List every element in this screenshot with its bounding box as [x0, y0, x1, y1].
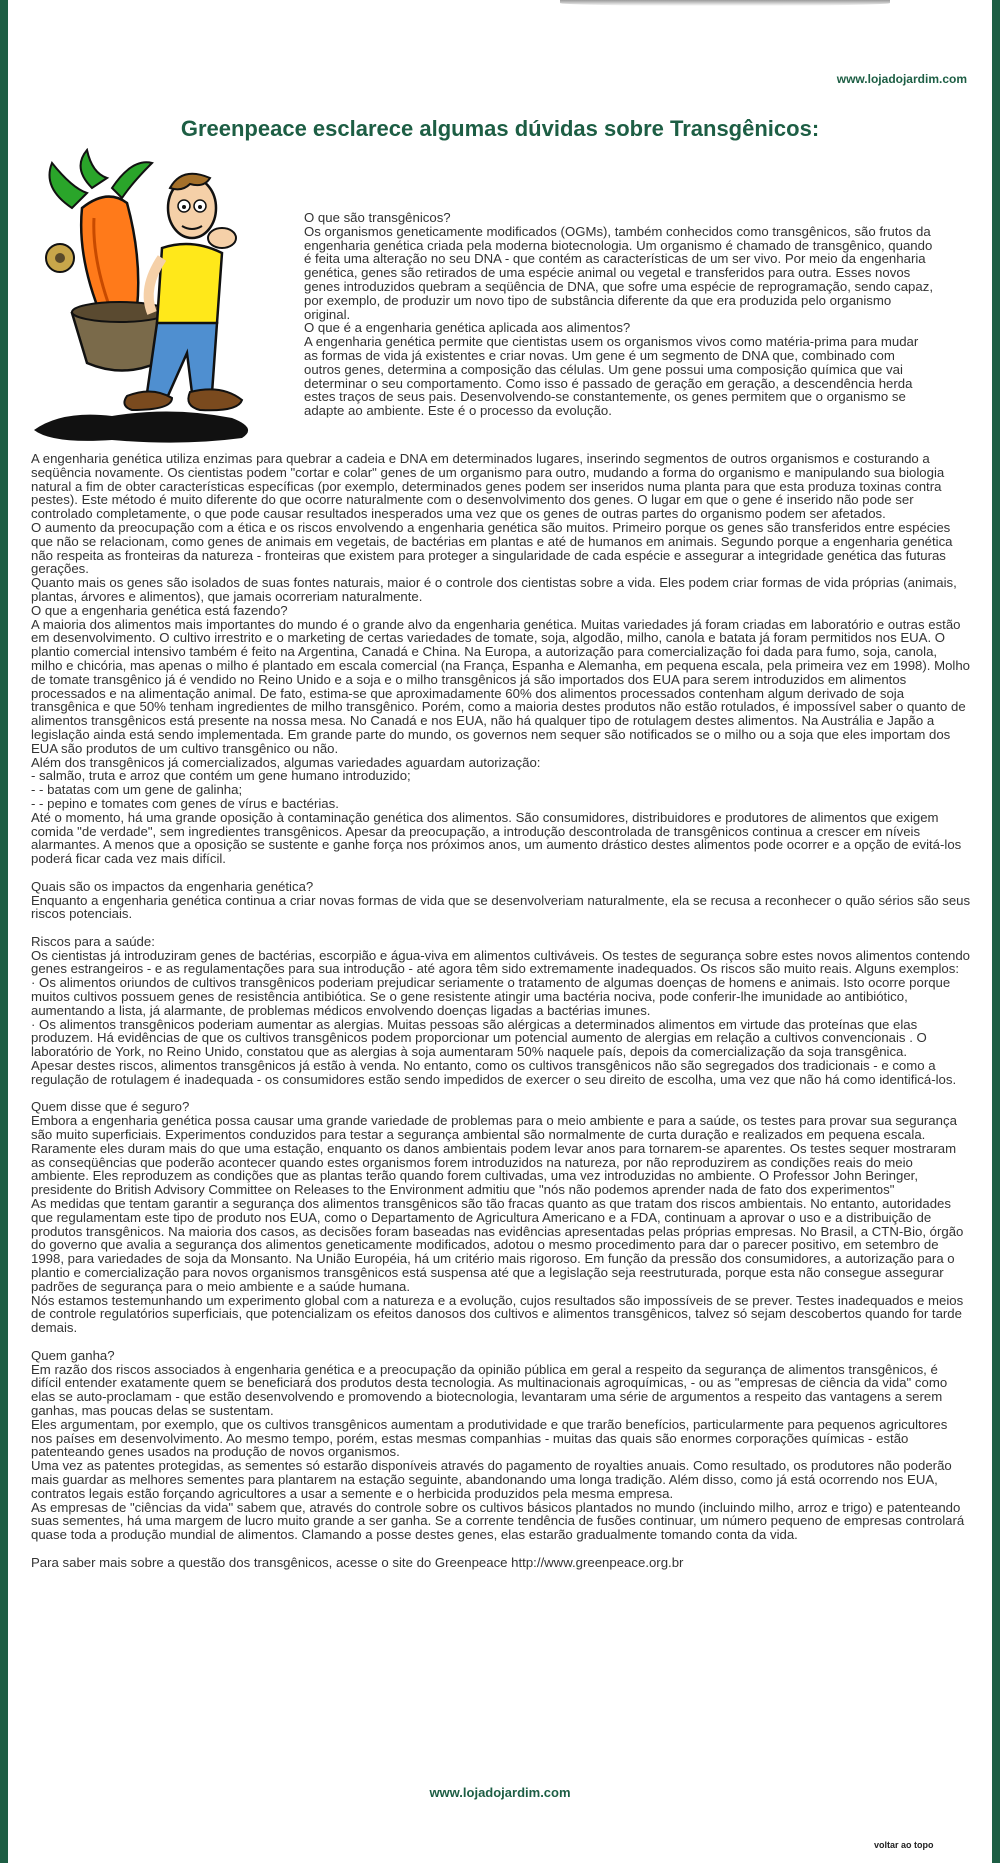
page-title: Greenpeace esclarece algumas dúvidas sobre Transgênicos:: [180, 116, 820, 141]
spacer: [31, 1542, 971, 1556]
body-paragraph: · Os alimentos transgênicos poderiam aumentar as alergias. Muitas pessoas são alérgicas a determinados alimentos em virtude das proteínas que elas produzem. Há evidências de que os cultivos transgênicos podem proporcionar um potencial aumento de alergias em relação a cultivos convencionais . O laboratório de York, no Reino Unido, constatou que as alergias à soja aumentaram 50% naquele país, depois da comercialização da soja transgênica.: [31, 1016, 927, 1060]
body-paragraph: Além dos transgênicos já comercializados, algumas variedades aguardam autorização:: [31, 754, 541, 770]
site-link-bottom[interactable]: www.lojadojardim.com: [429, 1785, 571, 1800]
list-item: - salmão, truta e arroz que contém um gene humano introduzido;: [31, 768, 411, 784]
spacer: [31, 866, 971, 880]
body-paragraph: Eles argumentam, por exemplo, que os cultivos transgênicos aumentam a produtividade e que trarão benefícios, particularmente para pequenos agricultores nos países em desenvolvimento. Ao mesmo tempo, porém, estas mesmas companhias - muitas das quais são enormes corporações químicas - estão patenteando genes usados na produção de novos organismos.: [31, 1416, 948, 1460]
body-paragraph: O aumento da preocupação com a ética e os riscos envolvendo a engenharia genética são muitos. Primeiro porque os genes são transferidos entre espécies que não se relacionam, como genes de animais em vegetais, de bactérias em plantas e até de humanos em animais. Segundo porque a engenharia genética não respeita as fronteiras da natureza - fronteiras que existem para proteger a singularidade de cada espécie e assegurar a integridade genética das futuras gerações.: [31, 519, 953, 577]
body-paragraph: Quanto mais os genes são isolados de suas fontes naturais, maior é o controle dos cientistas sobre a vida. Eles podem criar formas de vida próprias (animais, plantas, árvores e alimentos), que jamais ocorreriam naturalmente.: [31, 575, 957, 604]
list-item: - - pepino e tomates com genes de vírus e bactérias.: [31, 795, 339, 811]
body-paragraph: Até o momento, há uma grande oposição à contaminação genética dos alimentos. São consumidores, distribuidores e produtores de alimentos que exigem comida "de verdade", sem ingredientes transgênicos. Apesar da preocupação, a introdução descontrolada de transgênicos continua a crescer em níveis alarmantes. A menos que a oposição se sustente e ganhe força nos próximos anos, um aumento drástico destes alimentos pode ocorrer e a opção de evitá-los poderá ficar cada vez mais difícil.: [31, 809, 962, 867]
body-paragraph: · Os alimentos oriundos de cultivos transgênicos poderiam prejudicar seriamente o tratamento de algumas doenças de homens e animais. Isto ocorre porque muitos cultivos possuem genes de resistência antibiótica. Se o gene resistente atingir uma bactéria nociva, pode conferir-lhe imunidade ao antibiótico, aumentando a lista, já alarmante, de problemas médicos envolvendo doenças ligadas a bactérias imunes.: [31, 975, 951, 1018]
body-paragraph: Embora a engenharia genética possa causar uma grande variedade de problemas para o meio ambiente e para a saúde, os testes para provar sua segurança são muito superficiais. Experimentos conduzidos para testar a segurança ambiental são normalmente de curta duração e realizados em pequena escala. Raramente eles duram mais do que uma estação, enquanto os danos ambientais podem levar anos para tornarem-se aparentes. Os testes sequer mostraram as conseqüências que poderão acontecer quando estes organismos forem introduzidos na natureza, por não reproduzirem as condições reais do meio ambiente. Eles reproduzem as condições que as plantas terão quando forem cultivadas, uma vez introduzidas no ambiente. O Professor John Beringer, presidente do British Advisory Committee on Releases to the Environment admitiu que "nós não podemos aprender nada de fato dos experimentos": [31, 1113, 957, 1198]
body-paragraph: Nós estamos testemunhando um experimento global com a natureza e a evolução, cujos resultados são impossíveis de se prever. Testes inadequados e meios de controle regulatórios superficiais, que potencializam os efeitos danosos dos cultivos e alimentos transgênicos, talvez só sejam descobertos quando for tarde demais.: [31, 1292, 964, 1336]
article-body: [31, 452, 971, 1570]
section-heading: Quem disse que é seguro?: [31, 1099, 190, 1115]
list-item: - - batatas com um gene de galinha;: [31, 782, 243, 798]
spacer: [31, 1087, 971, 1101]
cartoon-man-holding-potted-plant-icon: [32, 148, 264, 446]
intro-paragraph: A engenharia genética permite que cientistas usem os organismos vivos como matéria-prima para mudar as formas de vida já existentes e criar novas. Um gene é um segmento de DNA que, combinado com outros genes, determina a composição das células. Um gene possui uma composição química que vai determinar o seu comportamento. Como isso é passado de geração em geração, a descendência herda estes traços de seus pais. Desenvolvendo-se constantemente, os genes permitem que o organismo se adapte ao ambiente. Este é o processo da evolução.: [304, 334, 919, 419]
section-heading: O que a engenharia genética está fazendo?: [31, 602, 288, 618]
intro-text: [304, 211, 934, 418]
section-heading: Quais são os impactos da engenharia genética?: [31, 878, 314, 894]
spacer: [31, 921, 971, 935]
top-shadow: [560, 0, 890, 6]
body-paragraph: A maioria dos alimentos mais importantes do mundo é o grande alvo da engenharia genética. Muitas variedades já foram criadas em laboratório e outras estão em desenvolvimento. O cultivo irrestrito e o marketing de certas variedades de tomate, soja, algodão, milho, canola e batata já foram permitidos nos EUA. O plantio comercial intensivo também é feito na Argentina, Canadá e China. Na Europa, a autorização para comercialização foi dada para fumo, soja, canola, milho e chicória, mas apenas o milho é plantado em escala comercial (na França, Espanha e Alemanha, em pequena escala, pela primeira vez em 1998). Molho de tomate transgênico já é vendido no Reino Unido e a soja e o milho transgênicos já são importados dos EUA para serem introduzidos em alimentos processados e na alimentação animal. De fato, estima-se que aproximadamente 60% dos alimentos processados contenham algum derivado de soja transgênica e que 50% tenham ingredientes de milho transgênico. Porém, como a maioria destes produtos não estão rotulados, é impossível saber o quanto de alimentos transgênicos está presente na nossa mesa. No Canadá e nos EUA, não há qualquer tipo de rotulagem destes alimentos. Na Austrália e Japão a legislação ainda está sendo implementada. Em grande parte do mundo, os governos nem sequer são notificados se o milho ou a soja que eles importam dos EUA são produtos de um cultivo transgênico ou não.: [31, 616, 971, 756]
closing-link-text: Para saber mais sobre a questão dos transgênicos, acesse o site do Greenpeace http://www.greenpeace.org.br: [31, 1554, 684, 1570]
body-paragraph: Uma vez as patentes protegidas, as sementes só estarão disponíveis através do pagamento de royalties anuais. Como resultado, os produtores não poderão mais guardar as melhores sementes para plantarem na estação seguinte, abandonando uma longa tradição. Além disso, como já está ocorrendo nos EUA, contratos legais estão forçando agricultores a usar a semente e o herbicida produzidos pela mesma empresa.: [31, 1458, 952, 1501]
body-paragraph: Os cientistas já introduziram genes de bactérias, escorpião e água-viva em alimentos cultiváveis. Os testes de segurança sobre estes novos alimentos contendo genes estrangeiros - e as regulamentações para sua introdução - até agora têm sido extremamente inadequados. Os riscos são muito reais. Alguns exemplos:: [31, 947, 970, 977]
right-frame-border: [992, 0, 1000, 1863]
body-paragraph: A engenharia genética utiliza enzimas para quebrar a cadeia e DNA em determinados lugares, inserindo segmentos de outros organismos e costurando a seqüência novamente. Os cientistas podem "cortar e colar" genes de um organismo para outro, mudando a forma do organismo e manipulando sua biologia natural a fim de obter características específicas (por exemplo, determinados genes podem ser inseridos numa planta para que esta produza toxinas contra pestes). Este método é muito diferente do que ocorre naturalmente com o desenvolvimento dos genes. O lugar em que o gene é inserido não pode ser controlado completamente, o que pode causar resultados inesperados uma vez que os genes de outras partes do organismo podem ser afetados.: [31, 451, 945, 522]
body-paragraph: As empresas de "ciências da vida" sabem que, através do controle sobre os cultivos básicos plantados no mundo (incluindo milho, arroz e trigo) e patenteando suas sementes, há uma margem de lucro muito grande a ser ganha. Se a corrente tendência de fusões continuar, um número pequeno de empresas controlará quase toda a produção mundial de alimentos. Clamando a posse destes genes, elas estarão gradualmente tomando conta da vida.: [31, 1499, 965, 1543]
body-paragraph: Em razão dos riscos associados à engenharia genética e a preocupação da opinião pública em geral a respeito da segurança de alimentos transgênicos, é difícil entender exatamente quem se beneficiará dos produtos desta tecnologia. As multinacionais agroquímicas, - ou as "empresas de ciência da vida" como elas se auto-proclamam - que estão desenvolvendo e promovendo a biotecnologia, levantaram uma série de argumentos a respeito das vantagens a serem ganhas, mas poucas delas se sustentam.: [31, 1361, 948, 1418]
intro-heading-what-are-transgenics: O que são transgênicos?: [304, 210, 451, 225]
section-heading: Quem ganha?: [31, 1347, 115, 1363]
site-link-top[interactable]: www.lojadojardim.com: [836, 72, 967, 86]
body-paragraph: Apesar destes riscos, alimentos transgênicos já estão à venda. No entanto, como os cultivos transgênicos não são segregados dos tradicionais - e como a regulação de rotulagem é inadequada - os consumidores estão sendo impedidos de exercer o seu direito de escolha, uma vez que não há como identificá-los.: [31, 1058, 957, 1087]
spacer: [31, 1335, 971, 1349]
intro-paragraph: Os organismos geneticamente modificados (OGMs), também conhecidos como transgênicos, são frutos da engenharia genética criada pela moderna biotecnologia. Um organismo é chamado de transgênico, quando é feita uma alteração no seu DNA - que contém as características de um ser vivo. Por meio da engenharia genética, genes são retirados de uma espécie animal ou vegetal e transferidos para outra. Esses novos genes introduzidos quebram a seqüência de DNA, que sofre uma espécie de reprogramação, sendo capaz, por exemplo, de produzir um novo tipo de substância diferente da que era produzida pelo organismo original.: [304, 223, 933, 322]
body-paragraph: As medidas que tentam garantir a segurança dos alimentos transgênicos são tão fracas quanto as que tratam dos riscos ambientais. No entanto, autoridades que regulamentam este tipo de produto nos EUA, como o Departamento de Agricultura Americano e a FDA, continuam a aprovar o uso e a distribuição de produtos transgênicos. Na maioria dos casos, as decisões foram baseadas nas evidências apresentadas pelas próprias empresas. No Brasil, a CTN-Bio, órgão do governo que avalia a segurança dos alimentos geneticamente modificados, adotou o mesmo procedimento para dar o parecer positivo, em setembro de 1998, para variedades de soja da Monsanto. Na União Européia, há um critério mais rigoroso. Em função da pressão dos consumidores, a autorização para o plantio e comercialização para novos organismos transgênicos está suspensa até que a legislação seja reestruturada, porque esta não consegue assegurar padrões de segurança para o meio ambiente e a saúde humana.: [31, 1196, 964, 1294]
intro-heading-genetic-engineering-food: O que é a engenharia genética aplicada aos alimentos?: [304, 320, 631, 336]
left-frame-border: [0, 0, 8, 1863]
body-paragraph: Enquanto a engenharia genética continua a criar novas formas de vida que se desenvolveriam naturalmente, ela se recusa a reconhecer o quão sérios são seus riscos potenciais.: [31, 892, 971, 922]
section-heading: Riscos para a saúde:: [31, 933, 155, 949]
back-to-top-link[interactable]: voltar ao topo: [874, 1840, 934, 1850]
